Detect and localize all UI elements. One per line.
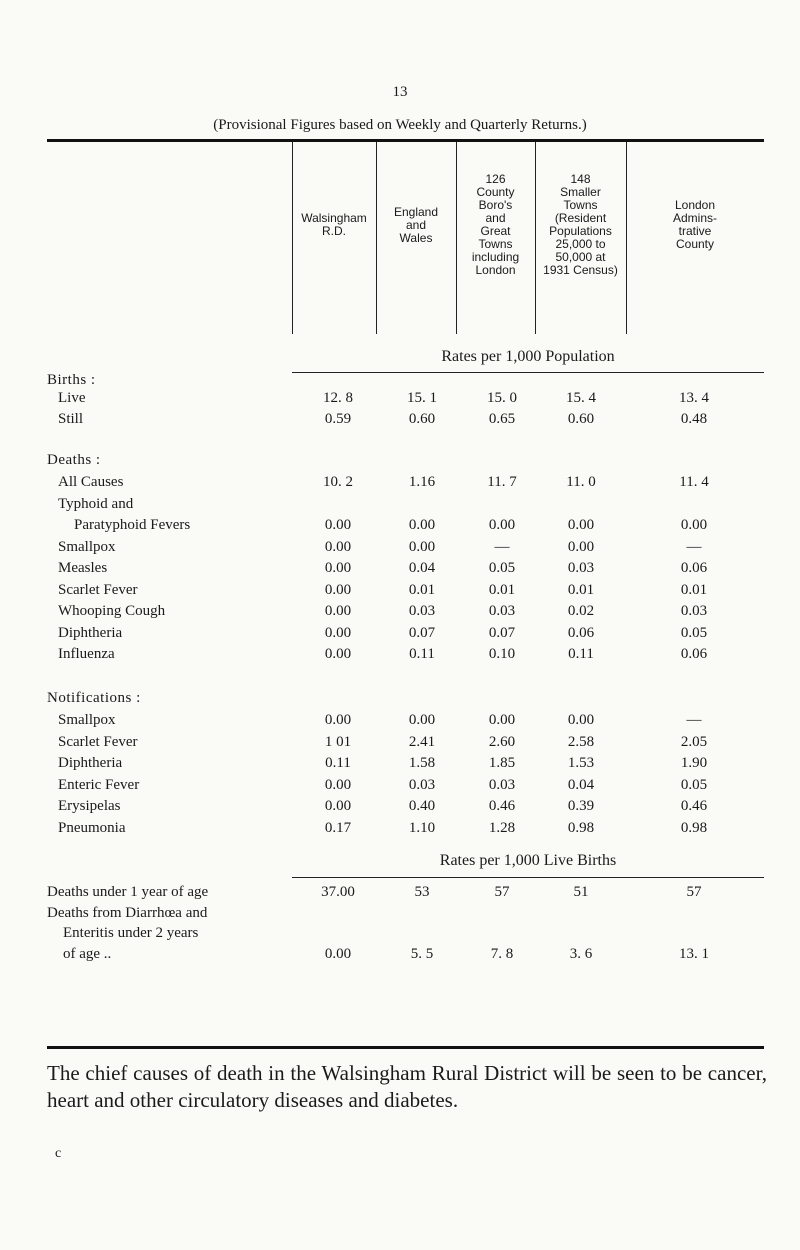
band-rule (292, 372, 764, 373)
table-row (0, 411, 800, 431)
cell-value: 15. 4 (566, 390, 596, 406)
row-label: Diphtheria (58, 755, 123, 771)
cell-value: 0.03 (408, 776, 436, 793)
cell-value: 0.39 (567, 798, 595, 814)
row-label: Pneumonia (58, 819, 126, 836)
cell-value: 0.00 (408, 517, 436, 533)
column-header-line: Great (480, 224, 511, 238)
row-label: Diphtheria (58, 624, 123, 641)
cell-value: 15. 1 (407, 390, 437, 406)
cell-value: 0.01 (488, 581, 516, 598)
cell-value: 0.01 (680, 581, 708, 598)
row-label: Smallpox (58, 712, 116, 728)
cell-value: 11. 7 (487, 474, 517, 490)
cell-value: 0.03 (488, 603, 516, 619)
cell-value: 0.60 (567, 411, 595, 427)
cell-value: 2.58 (567, 733, 595, 750)
column-header-line: County (476, 185, 515, 199)
cell-value: 10. 2 (323, 474, 353, 490)
cell-value: 0.00 (324, 776, 352, 793)
row-label: Typhoid and (58, 495, 134, 512)
cell-value: — (686, 538, 702, 555)
cell-value: 0.00 (324, 712, 352, 728)
cell-value: 0.11 (568, 646, 594, 662)
cell-value: 0.05 (680, 624, 708, 641)
row-label: Enteric Fever (58, 776, 140, 793)
cell-value: 7. 8 (490, 946, 514, 962)
cell-value: 0.00 (324, 517, 352, 533)
cell-value: 0.00 (488, 517, 516, 533)
cell-value: 0.05 (680, 776, 708, 793)
table-caption: (Provisional Figures based on Weekly and Quarterly Returns.) (213, 117, 587, 133)
cell-value: 0.01 (567, 581, 595, 598)
cell-value: 0.11 (409, 646, 435, 662)
row-label: Enteritis under 2 years (63, 925, 199, 941)
page-number: 13 (392, 84, 408, 100)
cell-value: 0.11 (325, 755, 351, 771)
table-row (0, 390, 800, 410)
summary-paragraph: The chief causes of death in the Walsingham Rural District will be seen to be cancer, heart and other circulatory diseases and diabetes. (47, 1061, 767, 1112)
row-label: Smallpox (58, 538, 116, 555)
cell-value: 0.00 (567, 517, 595, 533)
column-header-line: London (674, 198, 716, 212)
section-deaths: Deaths : (47, 452, 101, 468)
table-row (0, 560, 800, 580)
cell-value: 0.10 (488, 646, 516, 662)
row-label: of age .. (63, 946, 112, 962)
column-header-line: Towns (478, 237, 513, 251)
cell-value: 0.03 (408, 603, 436, 619)
column-header (535, 173, 626, 277)
cell-value: 0.00 (324, 798, 352, 814)
cell-value: 0.00 (324, 646, 352, 662)
cell-value: 0.00 (567, 712, 595, 728)
cell-value: 0.00 (408, 712, 436, 728)
column-header-line: trative (678, 224, 712, 238)
cell-value: 5. 5 (410, 946, 434, 962)
table-row (0, 625, 800, 645)
column-header-line: R.D. (322, 224, 346, 238)
column-header-line: 1931 Census) (543, 263, 618, 277)
cell-value: 0.65 (488, 411, 516, 427)
row-label: Erysipelas (58, 798, 121, 814)
column-header-line: 126 (485, 172, 506, 186)
bottom-rule (47, 1046, 764, 1049)
column-header-line: County (675, 237, 715, 251)
column-header (292, 212, 376, 238)
cell-value: 0.05 (488, 560, 516, 576)
cell-value: 0.46 (680, 798, 708, 814)
table-row (0, 582, 800, 602)
cell-value: 0.06 (680, 646, 708, 662)
band-rule (292, 877, 764, 878)
cell-value: 15. 0 (487, 390, 517, 406)
row-label: Scarlet Fever (58, 733, 138, 750)
table-row (0, 539, 800, 559)
row-label: Paratyphoid Fevers (74, 517, 191, 533)
cell-value: 0.04 (567, 776, 595, 793)
cell-value: 0.00 (324, 560, 352, 576)
row-label: Deaths under 1 year of age (47, 884, 209, 900)
table-row (0, 496, 800, 516)
column-header-line: including (471, 250, 520, 264)
band-rates-population: Rates per 1,000 Population (441, 348, 615, 365)
table-row (0, 474, 800, 494)
cell-value: 0.03 (488, 776, 516, 793)
cell-value: 0.40 (408, 798, 436, 814)
cell-value: 0.00 (680, 517, 708, 533)
column-header-line: Towns (563, 198, 598, 212)
row-label: Whooping Cough (58, 603, 166, 619)
column-header-line: (Resident (554, 211, 607, 225)
column-header-line: Boro's (478, 198, 513, 212)
cell-value: 3. 6 (569, 946, 593, 962)
table-row (0, 755, 800, 775)
cell-value: 37.00 (321, 884, 355, 900)
band-rates-live-births: Rates per 1,000 Live Births (439, 852, 617, 869)
cell-value: 0.00 (324, 624, 352, 641)
cell-value: 13. 1 (679, 946, 709, 962)
footer-mark: c (55, 1146, 62, 1161)
table-row (0, 820, 800, 840)
table-row (0, 798, 800, 818)
column-header-line: and (405, 217, 427, 232)
cell-value: 0.07 (408, 624, 436, 641)
column-header-line: and (485, 211, 506, 225)
cell-value: 11. 4 (679, 474, 709, 490)
section-notifications: Notifications : (47, 690, 141, 706)
cell-value: 0.59 (324, 411, 352, 427)
column-header-line: Populations (549, 224, 612, 238)
cell-value: 0.00 (324, 538, 352, 555)
table-row (0, 734, 800, 754)
col-divider (292, 142, 293, 334)
cell-value: 1.58 (408, 755, 436, 771)
table-row (0, 777, 800, 797)
table-row (0, 946, 800, 966)
cell-value: 2.60 (488, 733, 516, 750)
row-label: Still (58, 411, 84, 427)
cell-value: 57 (686, 884, 702, 900)
cell-value: 0.00 (324, 603, 352, 619)
column-header-line: Admins- (672, 211, 717, 225)
cell-value: — (686, 712, 702, 728)
cell-value: 11. 0 (566, 474, 596, 490)
column-header-line: Wales (399, 230, 433, 245)
column-header-line: England (393, 204, 439, 219)
column-header-line: Walsingham (301, 211, 367, 225)
cell-value: 12. 8 (323, 390, 353, 406)
cell-value: 0.00 (324, 581, 352, 598)
cell-value: 0.60 (408, 411, 436, 427)
column-header (376, 206, 456, 245)
cell-value: 0.02 (567, 603, 595, 619)
cell-value: 1 01 (324, 733, 352, 750)
column-header (456, 173, 535, 277)
cell-value: 0.17 (324, 819, 352, 836)
cell-value: 0.98 (680, 819, 708, 836)
row-label: Live (58, 390, 86, 406)
cell-value: 0.03 (567, 560, 595, 576)
column-header (626, 199, 764, 251)
cell-value: 57 (494, 884, 510, 900)
cell-value: 1.53 (567, 755, 595, 771)
cell-value: 1.10 (408, 819, 436, 836)
table-row (0, 517, 800, 537)
column-header-line: 148 (570, 172, 591, 186)
table-row (0, 712, 800, 732)
cell-value: 1.28 (488, 819, 516, 836)
cell-value: 13. 4 (679, 390, 709, 406)
cell-value: 0.00 (567, 538, 595, 555)
cell-value: 51 (573, 884, 589, 900)
top-rule (47, 139, 764, 142)
cell-value: 0.98 (567, 819, 595, 836)
cell-value: 2.41 (408, 733, 436, 750)
row-label: Deaths from Diarrhœa and (47, 905, 208, 921)
row-label: Measles (58, 560, 108, 576)
table-row (0, 884, 800, 904)
cell-value: 0.46 (488, 798, 516, 814)
cell-value: 0.01 (408, 581, 436, 598)
column-header-line: London (475, 263, 516, 277)
table-row (0, 646, 800, 666)
cell-value: 2.05 (680, 733, 708, 750)
cell-value: 1.85 (488, 755, 516, 771)
table-row (0, 603, 800, 623)
cell-value: 0.07 (488, 624, 516, 641)
cell-value: 0.04 (408, 560, 436, 576)
row-label: All Causes (58, 474, 124, 490)
cell-value: 0.00 (324, 946, 352, 962)
cell-value: 0.48 (680, 411, 708, 427)
cell-value: — (494, 538, 510, 555)
cell-value: 0.06 (680, 560, 708, 576)
column-header-line: Smaller (560, 185, 601, 199)
column-header-line: 25,000 to (555, 237, 606, 251)
row-label: Scarlet Fever (58, 581, 138, 598)
cell-value: 0.00 (408, 538, 436, 555)
cell-value: 1.16 (408, 474, 436, 490)
cell-value: 53 (414, 884, 430, 900)
cell-value: 1.90 (680, 755, 708, 771)
cell-value: 0.03 (680, 603, 708, 619)
cell-value: 0.00 (488, 712, 516, 728)
row-label: Influenza (58, 646, 115, 662)
column-header-line: 50,000 at (555, 250, 606, 264)
cell-value: 0.06 (567, 624, 595, 641)
section-births: Births : (47, 372, 96, 388)
